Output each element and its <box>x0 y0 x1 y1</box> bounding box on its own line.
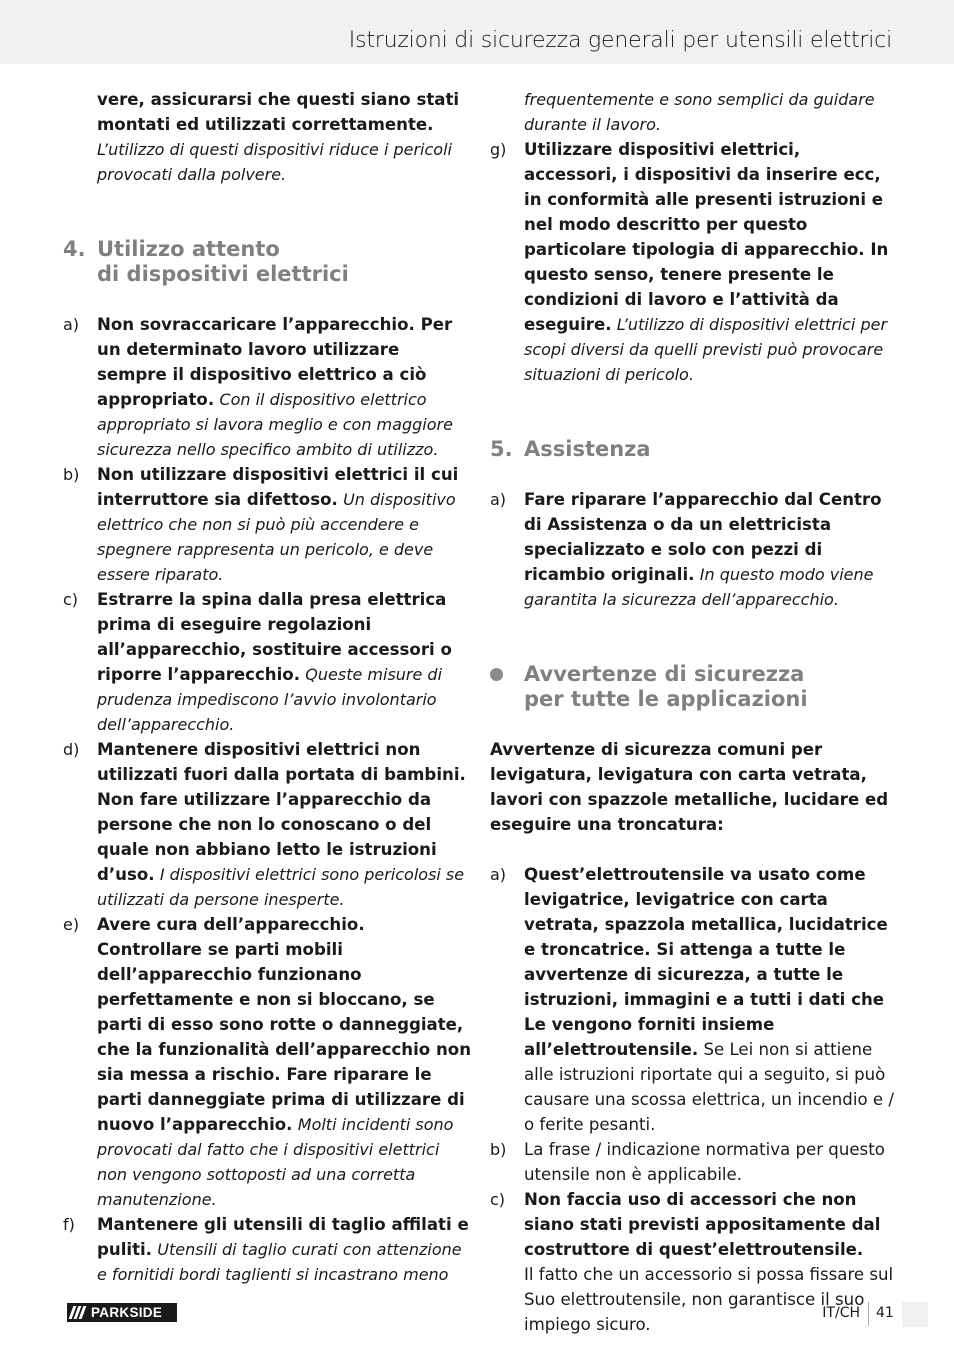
list-item-4f <box>63 1212 473 1287</box>
item-italic-text: Molti incidenti sono provocati dal fatto che i dispositivi elettrici non vengono sottoposti ad una corretta manutenzione. <box>97 1115 454 1209</box>
list-item-warn-b <box>490 1137 895 1187</box>
item-italic-text: Utensili di taglio curati con attenzione e fornitidi bordi taglienti si incastrano meno <box>97 1240 462 1284</box>
item-normal-text: Il fatto che un accessorio si possa fissare sul Suo elettroutensile, non garantisce il suo impiego sicuro. <box>524 1265 894 1334</box>
list-item-4d <box>63 737 473 912</box>
item-label: e) <box>63 915 80 934</box>
section-5-heading <box>490 437 895 462</box>
section-5-number: 5. <box>490 437 513 461</box>
item-italic-text: Un dispositivo elettrico che non si può più accendere e spegnere rappresenta un pericolo, e deve essere riparato. <box>97 490 456 584</box>
item-bold-text: Non utilizzare dispositivi elettrici il cui interruttore sia difettoso. <box>97 465 459 509</box>
list-item-4c <box>63 587 473 737</box>
item-label: a) <box>490 865 507 884</box>
warnings-title-line2: per tutte le applicazioni <box>524 687 808 711</box>
section-4-title-line1: Utilizzo attento <box>97 237 280 261</box>
list-item-5a <box>490 487 895 612</box>
page-header-title: Istruzioni di sicurezza generali per utensili elettrici <box>348 28 892 53</box>
item-label: a) <box>63 315 80 334</box>
item-italic-text: Queste misure di prudenza impediscono l’avvio involontario dell’apparecchio. <box>97 665 443 734</box>
list-item-4g <box>490 137 895 387</box>
left-column <box>63 87 473 1287</box>
item-normal-text: Se Lei non si attiene alle istruzioni riportate qui a seguito, si può causare una scossa elettrica, un incendio e / o ferite pesanti. <box>524 1040 894 1134</box>
item-bold-text: Estrarre la spina dalla presa elettrica prima di eseguire regolazioni all’apparecchio, sostituire accessori o riporre l’apparecchio. <box>97 590 452 684</box>
item-label: f) <box>63 1215 75 1234</box>
footer-divider <box>868 1302 869 1326</box>
brand-name: PARKSIDE <box>91 1305 163 1320</box>
list-item-4a <box>63 312 473 462</box>
page-number: 41 <box>876 1305 894 1321</box>
parkside-logo <box>67 1303 177 1322</box>
header-bar <box>0 0 954 64</box>
item-bold-text: Utilizzare dispositivi elettrici, accessori, i dispositivi da inserire ecc, in conformità alle presenti istruzioni e nel modo descritto per questo particolare tipologia di apparecchio. In questo senso, tenere presente le condizioni di lavoro e l’attività da eseguire. <box>524 140 889 334</box>
item-label: b) <box>63 465 80 484</box>
item-bold-text: Mantenere dispositivi elettrici non utilizzati fuori dalla portata di bambini. Non fare utilizzare l’apparecchio da persone che non lo conoscano o del quale non abbiano letto le istruzioni d’uso. <box>97 740 466 884</box>
section-4-number: 4. <box>63 237 86 261</box>
list-item-warn-a <box>490 862 895 1137</box>
intro-italic-text: L’utilizzo di questi dispositivi riduce i pericoli provocati dalla polvere. <box>97 140 452 184</box>
intro-bold-text: vere, assicurarsi che questi siano stati montati ed utilizzati correttamente. <box>97 90 460 134</box>
item-bold-text: Non sovraccaricare l’apparecchio. Per un determinato lavoro utilizzare sempre il dispositivo elettrico a ciò appropriato. <box>97 315 453 409</box>
item-bold-text: Fare riparare l’apparecchio dal Centro di Assistenza o da un elettricista specializzato e solo con pezzi di ricambio originali. <box>524 490 882 584</box>
item-bold-text: Avere cura dell’apparecchio. Controllare se parti mobili dell’apparecchio funzionano perfettamente e non si bloccano, se parti di esso sono rotte o danneggiate, che la funzionalità dell’apparecchio non sia messa a rischio. Fare riparare le parti danneggiate prima di utilizzare di nuovo l’apparecchio. <box>97 915 472 1134</box>
section-5-title: Assistenza <box>524 437 651 461</box>
section-4-heading <box>63 237 473 287</box>
section-4-title-line2: di dispositivi elettrici <box>97 262 349 286</box>
item-bold-text: Quest’elettroutensile va usato come levigatrice, levigatrice con carta vetrata, spazzola metallica, lucidatrice e troncatrice. Si attenga a tutte le avvertenze di sicurezza, a tutte le istruzioni, immagini e a tutti i dati che Le vengono forniti insieme all’elettroutensile. <box>524 865 888 1059</box>
continuation-paragraph <box>524 87 895 137</box>
warnings-intro <box>490 737 895 837</box>
warnings-intro-text: Avvertenze di sicurezza comuni per levigatura, levigatura con carta vetrata, lavori con spazzole metalliche, lucidare ed eseguire una troncatura: <box>490 740 889 834</box>
item-label: c) <box>490 1190 506 1209</box>
footer-language: IT/CH <box>822 1305 860 1321</box>
item-label: c) <box>63 590 79 609</box>
intro-paragraph <box>97 87 473 187</box>
item-label: g) <box>490 140 507 159</box>
item-italic-text: I dispositivi elettrici sono pericolosi se utilizzati da persone inesperte. <box>97 865 465 909</box>
item-italic-text: Con il dispositivo elettrico appropriato si lavora meglio e con maggiore sicurezza nello specifico ambito di utilizzo. <box>97 390 453 459</box>
item-normal-text: La frase / indicazione normativa per questo utensile non è applicabile. <box>524 1140 885 1184</box>
list-item-4b <box>63 462 473 587</box>
item-italic-text: In questo modo viene garantita la sicurezza dell’apparecchio. <box>524 565 874 609</box>
footer-tab-box <box>902 1302 928 1327</box>
bullet-icon <box>490 662 524 687</box>
continuation-italic-text: frequentemente e sono semplici da guidare durante il lavoro. <box>524 90 875 134</box>
item-label: a) <box>490 490 507 509</box>
item-bold-text: Mantenere gli utensili di taglio affilati e puliti. <box>97 1215 469 1259</box>
right-column <box>490 87 895 1337</box>
item-italic-text: L’utilizzo di dispositivi elettrici per scopi diversi da quelli previsti può provocare situazioni di pericolo. <box>524 315 888 384</box>
item-label: b) <box>490 1140 507 1159</box>
logo-stripes-icon <box>71 1306 86 1319</box>
warnings-heading <box>490 662 895 712</box>
item-bold-text: Non faccia uso di accessori che non siano stati previsti appositamente dal costruttore di quest’elettroutensile. <box>524 1190 881 1259</box>
warnings-title-line1: Avvertenze di sicurezza <box>524 662 805 686</box>
list-item-4e <box>63 912 473 1212</box>
item-label: d) <box>63 740 80 759</box>
